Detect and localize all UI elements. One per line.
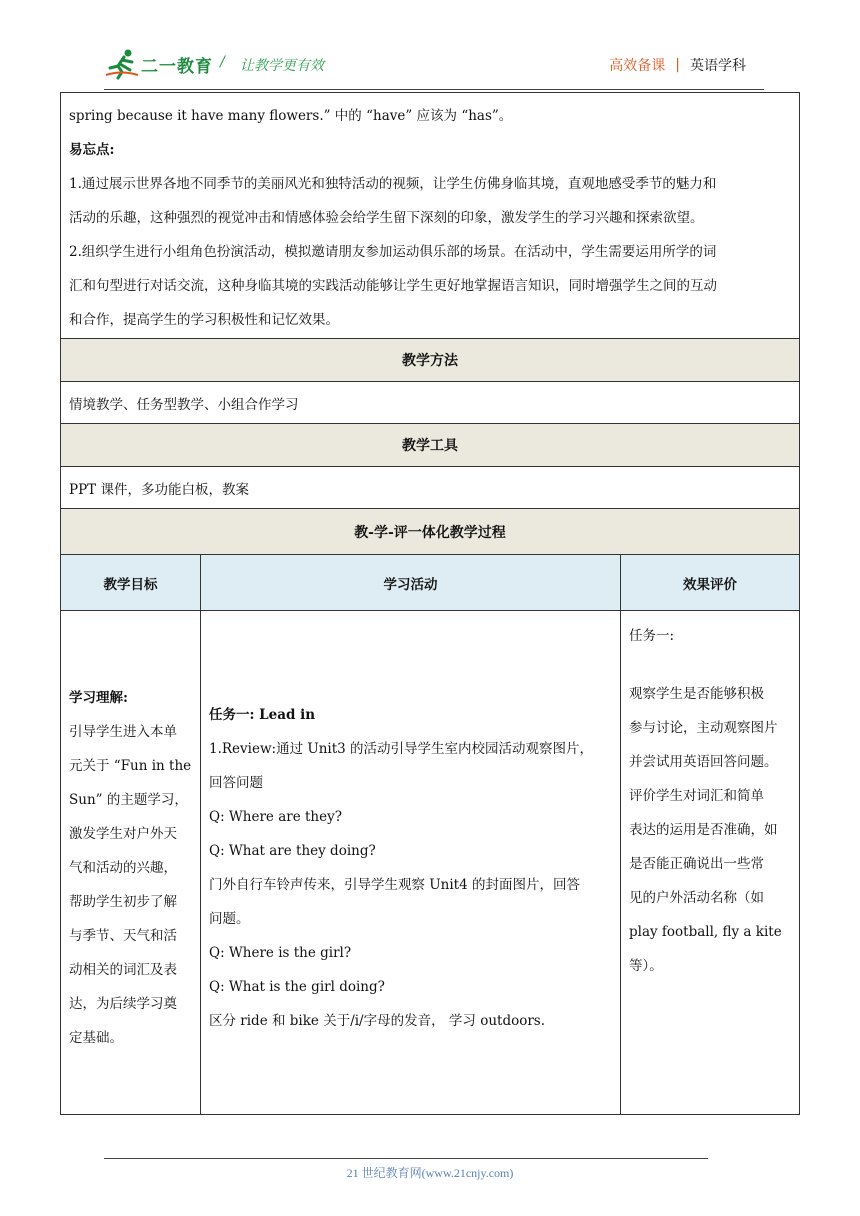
evaluation-cell (621, 611, 799, 1114)
evaluation-task-title: 任务一: (629, 628, 675, 644)
goal-line: 元关于 “Fun in the (69, 758, 192, 774)
methods-text: 情境教学、任务型教学、小组合作学习 (69, 396, 299, 413)
header-tag-prep: 高效备课 (609, 58, 666, 74)
process-column-headers (61, 555, 799, 611)
activity-text (201, 611, 620, 1038)
lesson-table (60, 92, 800, 1115)
footer-text: 21 世纪教育网(www.21cnjy.com) (346, 1166, 514, 1180)
evaluation-line: 并尝试用英语回答问题。 (629, 754, 778, 770)
evaluation-line: 是否能正确说出一些常 (629, 856, 764, 872)
activity-line: 门外自行车铃声传来，引导学生观察 Unit4 的封面图片，回答 (209, 877, 580, 893)
goal-title: 学习理解: (69, 690, 128, 706)
evaluation-line: 表达的运用是否准确，如 (629, 822, 778, 838)
point-line: 汇和句型进行对话交流，这种身临其境的实践活动能够让学生更好地掌握语言知识，同时增强学生之间的互动 (69, 278, 717, 294)
methods-title: 教学方法 (402, 353, 458, 369)
tools-header (61, 424, 799, 467)
evaluation-line: 评价学生对词汇和简单 (629, 788, 764, 804)
evaluation-spacer (629, 653, 791, 677)
col-header-activity: 学习活动 (201, 555, 621, 610)
point-line: 活动的乐趣，这种强烈的视觉冲击和情感体验会给学生留下深刻的印象，激发学生的学习兴趣和探索欲望。 (69, 210, 704, 226)
goal-line: 动相关的词汇及表 (69, 962, 177, 978)
evaluation-line: 等）。 (629, 958, 663, 974)
activity-line: Q: Where is the girl? (209, 945, 352, 961)
evaluation-line: play football, fly a kite (629, 924, 782, 940)
evaluation-line: 观察学生是否能够积极 (629, 686, 764, 702)
intro-text (61, 93, 799, 341)
evaluation-text (621, 611, 799, 983)
goal-cell (61, 611, 201, 1114)
activity-line: 问题。 (209, 911, 250, 927)
activity-line: 区分 ride 和 bike 关于/i/字母的发音， 学习 outdoors. (209, 1013, 546, 1029)
point-line: 1.通过展示世界各地不同季节的美丽风光和独特活动的视频，让学生仿佛身临其境，直观地感受季节的魅力和 (69, 176, 717, 192)
evaluation-line: 参与讨论，主动观察图片 (629, 720, 778, 736)
footer-rule (104, 1158, 708, 1159)
process-header (61, 509, 799, 555)
header-rule (104, 89, 764, 90)
activity-line: 1.Review:通过 Unit3 的活动引导学生室内校园活动观察图片， (209, 741, 594, 757)
point-line: 2.组织学生进行小组角色扮演活动，模拟邀请朋友参加运动俱乐部的场景。在活动中，学生需要运用所学的词 (69, 244, 717, 260)
goal-line: 气和活动的兴趣， (69, 860, 177, 876)
goal-line: 与季节、天气和活 (69, 928, 177, 944)
activity-line: Q: Where are they? (209, 809, 342, 825)
activity-cell (201, 611, 621, 1114)
goal-text (61, 611, 200, 1055)
evaluation-line: 见的户外活动名称（如 (629, 890, 764, 906)
col-header-goal: 教学目标 (61, 555, 201, 610)
logo-slogan: 让教学更有效 (240, 58, 324, 74)
tools-text: PPT 课件，多功能白板，教案 (69, 481, 249, 498)
methods-header (61, 339, 799, 382)
page-header (0, 0, 860, 92)
tools-title: 教学工具 (402, 438, 458, 454)
header-tags (609, 55, 746, 75)
header-tag-subject: 英语学科 (690, 58, 746, 74)
logo-divider: / (220, 54, 225, 70)
process-row (61, 611, 799, 1114)
goal-line: 引导学生进入本单 (69, 724, 177, 740)
point-line: 和合作，提高学生的学习积极性和记忆效果。 (69, 312, 339, 328)
process-title: 教-学-评一体化教学过程 (354, 524, 506, 541)
goal-line: Sun” 的主题学习， (69, 792, 188, 808)
intro-line: spring because it have many flowers.” 中的 “have” 应该为 “has”。 (69, 108, 513, 124)
confusion-title: 易忘点: (69, 142, 115, 158)
goal-line: 达，为后续学习奠 (69, 996, 177, 1012)
header-separator: | (675, 57, 680, 73)
intro-row (61, 93, 799, 339)
methods-content (61, 382, 799, 424)
activity-line: 回答问题 (209, 775, 263, 791)
activity-line: Q: What is the girl doing? (209, 979, 385, 995)
col-header-evaluation: 效果评价 (683, 576, 737, 593)
tools-content (61, 467, 799, 509)
logo-text: 二一教育 (141, 57, 213, 77)
goal-line: 激发学生对户外天 (69, 826, 177, 842)
goal-line: 定基础。 (69, 1030, 123, 1046)
goal-line: 帮助学生初步了解 (69, 894, 177, 910)
runner-logo-icon (104, 48, 140, 80)
activity-line: Q: What are they doing? (209, 843, 376, 859)
activity-task-title: 任务一: Lead in (209, 707, 316, 723)
